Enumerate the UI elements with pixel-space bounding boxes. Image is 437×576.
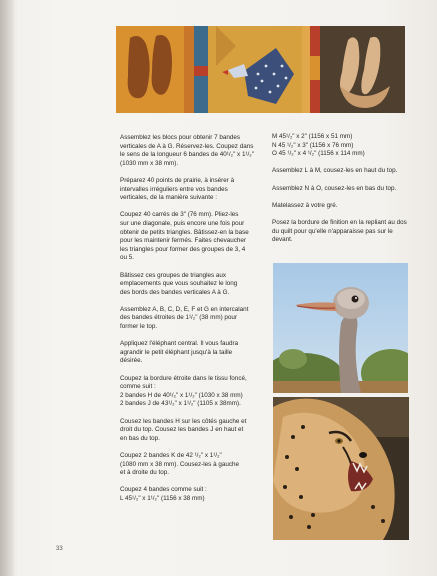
cheetah-photo	[273, 397, 409, 540]
paragraph-strip-sizes: M 45¹/₂" x 2" (1156 x 51 mm) N 45 ¹/₂" x 3" (1156 x 76 mm) O 45 ¹/₂" x 4 ¹/₂" (1156 x 114 mm)	[272, 133, 365, 158]
paragraph-assemble-l-m: Assemblez L à M, cousez-les en haut du top.	[272, 167, 398, 175]
antelope-hoof-quilt-block	[320, 26, 405, 113]
paragraph-applique-elephant: Appliquez l'éléphant central. Il vous faudra agrandir le petit éléphant jusqu'à la taille désirée.	[120, 340, 239, 365]
paragraph-baste-triangles: Bâtissez ces groupes de triangles aux emplacements que vous souhaitez le long des bords des bandes verticales A à G.	[120, 271, 238, 296]
paragraph-sew-h-j-strips: Cousez les bandes H sur les côtés gauche et droit du top. Cousez les bandes J en haut et en bas du top.	[120, 417, 247, 442]
paragraph-prairie-points: Préparez 40 points de prairie, à insérer à intervalles irréguliers entre vos bandes verticales, de la manière suivante :	[120, 176, 235, 202]
paragraph-cut-narrow-border: Coupez la bordure étroite dans le tissu foncé, comme suit : 2 bandes H de 40¹/₂" x 1¹/₂" (1030 x 38 mm) 2 bandes J de 43¹/₂" x 1¹/₂" (1105 x 38mm).	[120, 374, 247, 408]
instructions-left-column	[120, 134, 265, 512]
paragraph-assemble-n-o: Assemblez N à O, cousez-les en bas du top.	[272, 184, 397, 192]
instructions-right-column	[272, 133, 412, 253]
quilt-blocks-banner	[116, 26, 405, 113]
paragraph-cut-squares: Coupez 40 carrés de 3" (76 mm). Pliez-les sur une diagonale, puis encore une fois pour obtenir de petits triangles. Bâtissez-en la base pour les maintenir fermés. Faites chevaucher les triangles pour former des groupes de 3, 4 ou 5.	[120, 211, 249, 262]
guinea-fowl-quilt-block	[208, 26, 310, 113]
paragraph-cut-four-strips: Coupez 4 bandes comme suit : L 45¹/₂" x 1¹/₂" (1156 x 38 mm)	[120, 486, 207, 502]
paragraph-assemble-blocks: Assemblez les blocs pour obtenir 7 bandes verticales de A à G. Réservez-les. Coupez dans le sens de la longueur 6 bandes de 40¹/₂" x 1¹/₂" (1030 mm x 38 mm).	[120, 134, 254, 167]
page-number: 33	[56, 546, 63, 552]
ostrich-photo	[273, 263, 408, 393]
paragraph-quilting: Matelassez à votre gré.	[272, 201, 338, 209]
elephant-footprint-quilt-block	[116, 26, 194, 113]
paragraph-cut-k-strips: Coupez 2 bandes K de 42 ¹/₂" x 1¹/₂" (1080 mm x 38 mm). Cousez-les à gauche et à droite du top.	[120, 451, 239, 477]
paragraph-assemble-strips: Assemblez A, B, C, D, E, F et G en intercalant des bandes étroites de 1¹/₂" (38 mm) pour former le top.	[120, 305, 249, 331]
book-spine-shadow	[0, 0, 14, 576]
paragraph-binding: Posez la bordure de finition en la repliant au dos du quilt pour qu'elle n'apparaisse pas sur le devant.	[272, 218, 407, 244]
